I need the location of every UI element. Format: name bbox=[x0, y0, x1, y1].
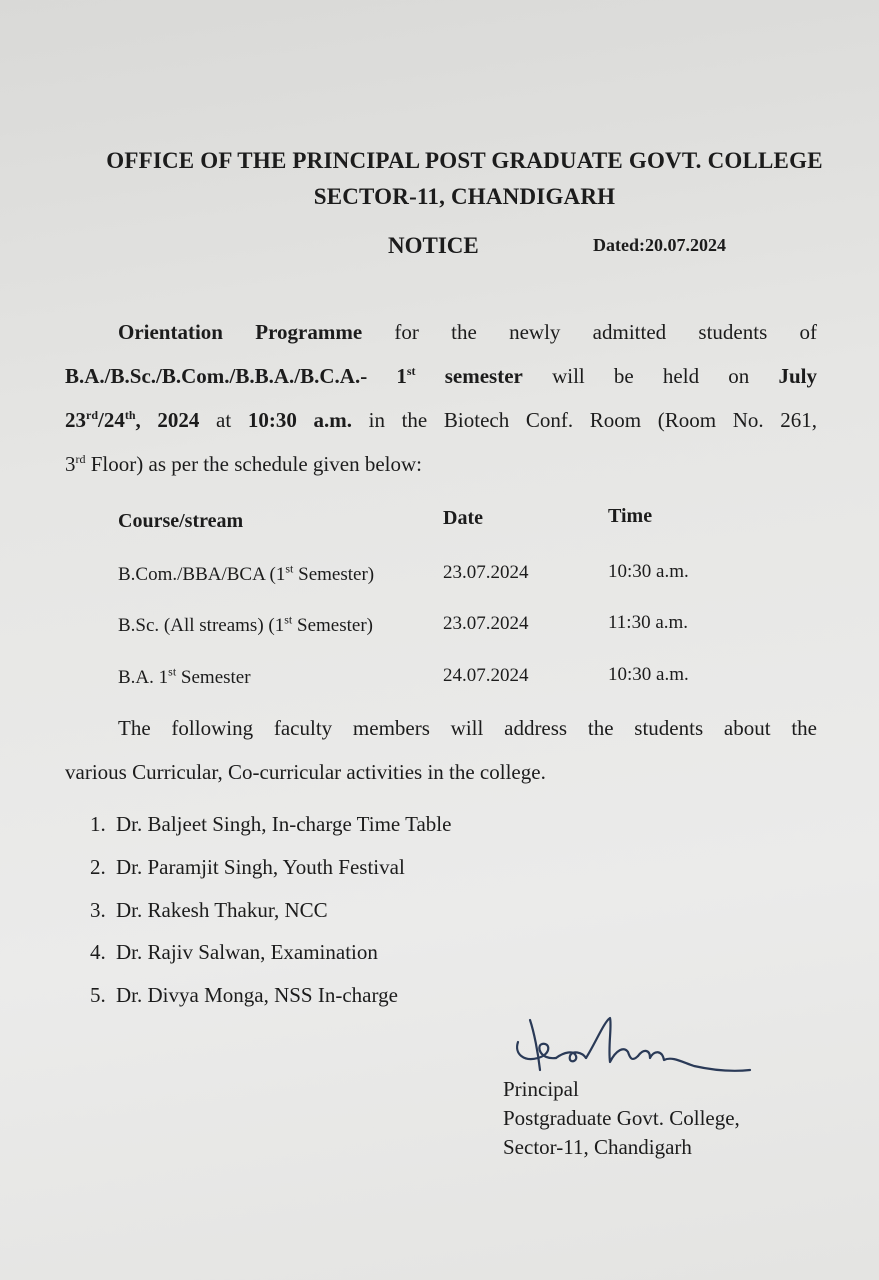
signatory-location: Sector-11, Chandigarh bbox=[503, 1135, 692, 1159]
para1-text: will be held on bbox=[522, 364, 779, 388]
faculty-member: Dr. Rajiv Salwan, Examination bbox=[116, 940, 378, 964]
list-number: 2. bbox=[90, 855, 106, 879]
signatory-title: Principal bbox=[503, 1077, 579, 1101]
notice-title: NOTICE bbox=[388, 233, 479, 258]
schedule-row bbox=[118, 612, 818, 642]
schedule-row bbox=[118, 561, 818, 591]
courses-text: B.A./B.Sc./B.Com./B.B.A./B.C.A.- 1 bbox=[65, 364, 407, 388]
notice-date: Dated:20.07.2024 bbox=[593, 235, 726, 255]
para1-text: for the newly admitted students of bbox=[362, 320, 817, 344]
faculty-member: Dr. Divya Monga, NSS In-charge bbox=[116, 983, 398, 1007]
course-text: Semester) bbox=[293, 564, 375, 585]
list-number: 5. bbox=[90, 983, 106, 1007]
list-number: 1. bbox=[90, 812, 106, 836]
signature-stroke bbox=[638, 1051, 750, 1071]
time-cell: 10:30 a.m. bbox=[608, 664, 689, 685]
time-text: 10:30 a.m. bbox=[247, 408, 352, 432]
list-number: 3. bbox=[90, 898, 106, 922]
superscript: st bbox=[406, 364, 416, 378]
semester-text: semester bbox=[415, 364, 523, 388]
para1-line-3 bbox=[65, 398, 817, 442]
signature-stroke bbox=[530, 1020, 540, 1070]
para1-line-2 bbox=[65, 354, 817, 398]
office-location-heading: SECTOR-11, CHANDIGARH bbox=[313, 184, 616, 209]
date-header: Date bbox=[443, 507, 483, 529]
course-text: Semester) bbox=[292, 615, 373, 636]
superscript: th bbox=[124, 408, 136, 422]
superscript: st bbox=[284, 612, 293, 627]
superscript: rd bbox=[86, 408, 98, 422]
list-item bbox=[90, 898, 328, 928]
faculty-member: Dr. Baljeet Singh, In-charge Time Table bbox=[116, 812, 452, 836]
floor-number: 3 bbox=[65, 452, 76, 476]
superscript: st bbox=[168, 664, 177, 679]
date-cell: 23.07.2024 bbox=[443, 613, 529, 634]
month-text: July bbox=[778, 364, 817, 388]
time-cell: 10:30 a.m. bbox=[608, 561, 689, 582]
venue-text: in the Biotech Conf. Room (Room No. 261, bbox=[351, 408, 817, 432]
orientation-paragraph bbox=[65, 310, 817, 486]
schedule-header-row bbox=[118, 507, 818, 537]
para1-line-1 bbox=[65, 310, 817, 354]
list-item bbox=[90, 940, 378, 970]
para2-line-2: various Curricular, Co-curricular activities in the college. bbox=[65, 760, 546, 784]
programme-name: Orientation Programme bbox=[118, 320, 363, 344]
course-text: Semester bbox=[176, 667, 251, 688]
faculty-intro-paragraph bbox=[65, 706, 817, 794]
schedule-row bbox=[118, 664, 818, 694]
course-cell bbox=[118, 561, 375, 586]
time-header: Time bbox=[608, 505, 653, 527]
signature-stroke bbox=[586, 1018, 638, 1062]
course-cell bbox=[118, 612, 373, 637]
year-text: , 2024 bbox=[135, 408, 200, 432]
date-text: /24 bbox=[98, 408, 125, 432]
date-cell: 23.07.2024 bbox=[443, 562, 529, 583]
para1-text: Floor) as per the schedule given below: bbox=[85, 452, 422, 476]
list-item bbox=[90, 983, 398, 1013]
para1-line-4 bbox=[65, 442, 817, 486]
signatory-block bbox=[503, 1075, 740, 1162]
para2-line-1: The following faculty members will address the students about the bbox=[118, 716, 817, 740]
faculty-member: Dr. Paramjit Singh, Youth Festival bbox=[116, 855, 405, 879]
superscript: rd bbox=[75, 452, 86, 466]
course-header: Course/stream bbox=[118, 510, 244, 532]
course-text: B.A. 1 bbox=[118, 667, 169, 688]
list-number: 4. bbox=[90, 940, 106, 964]
date-cell: 24.07.2024 bbox=[443, 665, 529, 686]
course-text: B.Com./BBA/BCA (1 bbox=[118, 564, 286, 585]
signature-stroke bbox=[556, 1052, 586, 1061]
office-heading: OFFICE OF THE PRINCIPAL POST GRADUATE GOVT. COLLEGE bbox=[106, 148, 823, 173]
course-text: B.Sc. (All streams) (1 bbox=[118, 615, 285, 636]
time-cell: 11:30 a.m. bbox=[608, 612, 689, 633]
superscript: st bbox=[285, 561, 294, 576]
faculty-member: Dr. Rakesh Thakur, NCC bbox=[116, 898, 328, 922]
course-cell bbox=[118, 664, 251, 689]
list-item bbox=[90, 812, 451, 842]
date-text: 23 bbox=[65, 408, 86, 432]
signatory-college: Postgraduate Govt. College, bbox=[503, 1106, 740, 1130]
para1-text: at bbox=[199, 408, 248, 432]
list-item bbox=[90, 855, 405, 885]
